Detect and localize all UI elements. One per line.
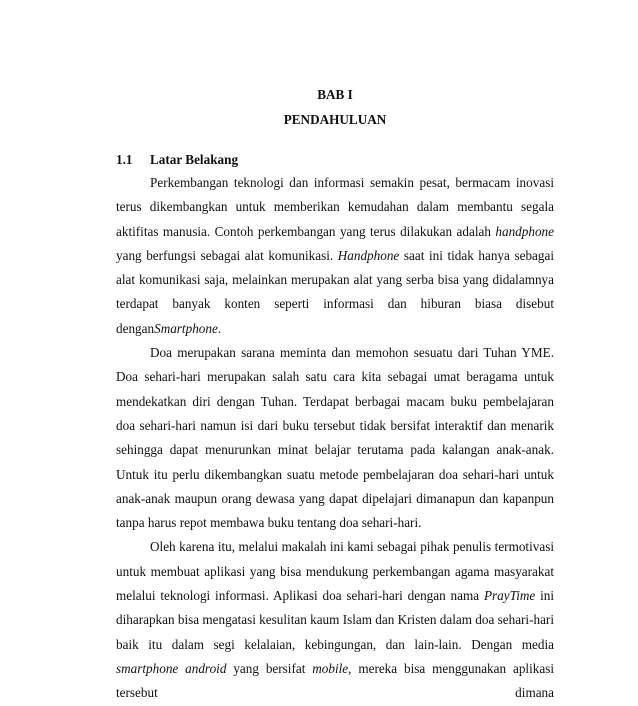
- italic-term: PrayTime: [483, 588, 536, 604]
- text-run: .: [217, 320, 222, 336]
- text-run: ini diharapkan bisa mengatasi kesulitan kaum Islam dan Kristen dalam doa sehari-hari baik itu dalam segi kelalaian, kebingungan, dan lain-lain. Dengan media: [116, 588, 554, 652]
- body-text: [116, 171, 554, 706]
- section-title: Latar Belakang: [150, 152, 239, 167]
- paragraph: [116, 535, 554, 705]
- italic-term: Smartphone: [154, 320, 218, 336]
- text-run: saat ini tidak hanya sebagai alat komunikasi saja, melainkan merupakan alat yang serba bisa yang didalamnya terdapat banyak konten seperti informasi dan hiburan biasa disebut dengan: [116, 247, 555, 336]
- text-run: , mereka bisa menggunakan aplikasi tersebut dimana: [116, 660, 554, 701]
- italic-term: mobile: [312, 660, 349, 676]
- paragraph: [116, 341, 554, 535]
- text-run: yang berfungsi sebagai alat komunikasi.: [116, 247, 338, 263]
- italic-term: Handphone: [337, 247, 400, 263]
- section-heading: [116, 152, 238, 168]
- text-run: Perkembangan teknologi dan informasi semakin pesat, bermacam inovasi terus dikembangkan untuk memberikan kemudahan dalam membantu segala aktifitas manusia. Contoh perkembangan yang terus dilakukan adalah: [116, 175, 554, 239]
- chapter-title: PENDAHULUAN: [283, 112, 387, 127]
- text-run: yang bersifat: [226, 660, 313, 676]
- italic-term: smartphone android: [116, 660, 227, 676]
- italic-term: handphone: [495, 223, 554, 239]
- paragraph: [116, 171, 554, 341]
- chapter-number: BAB I: [317, 87, 353, 102]
- text-run: Oleh karena itu, melalui makalah ini kami sebagai pihak penulis termotivasi untuk membuat aplikasi yang bisa mendukung perkembangan agama masyarakat melalui teknologi informasi. Aplikasi doa sehari-hari dengan nama: [116, 539, 554, 604]
- text-run: Doa merupakan sarana meminta dan memohon sesuatu dari Tuhan YME. Doa sehari-hari merupakan salah satu cara kita sebagai umat beragama untuk mendekatkan diri dengan Tuhan. Terdapat berbagai macam buku pembelajaran doa sehari-hari namun isi dari buku tersebut tidak bersifat interaktif dan menarik sehingga dapat menurunkan minat belajar terutama pada kalangan anak-anak. Untuk itu perlu dikembangkan suatu metode pembelajaran doa sehari-hari untuk anak-anak maupun orang dewasa yang dapat dipelajari dimanapun dan kapanpun tanpa harus repot membawa buku tentang doa sehari-hari.: [116, 345, 554, 531]
- section-number: 1.1: [116, 152, 133, 167]
